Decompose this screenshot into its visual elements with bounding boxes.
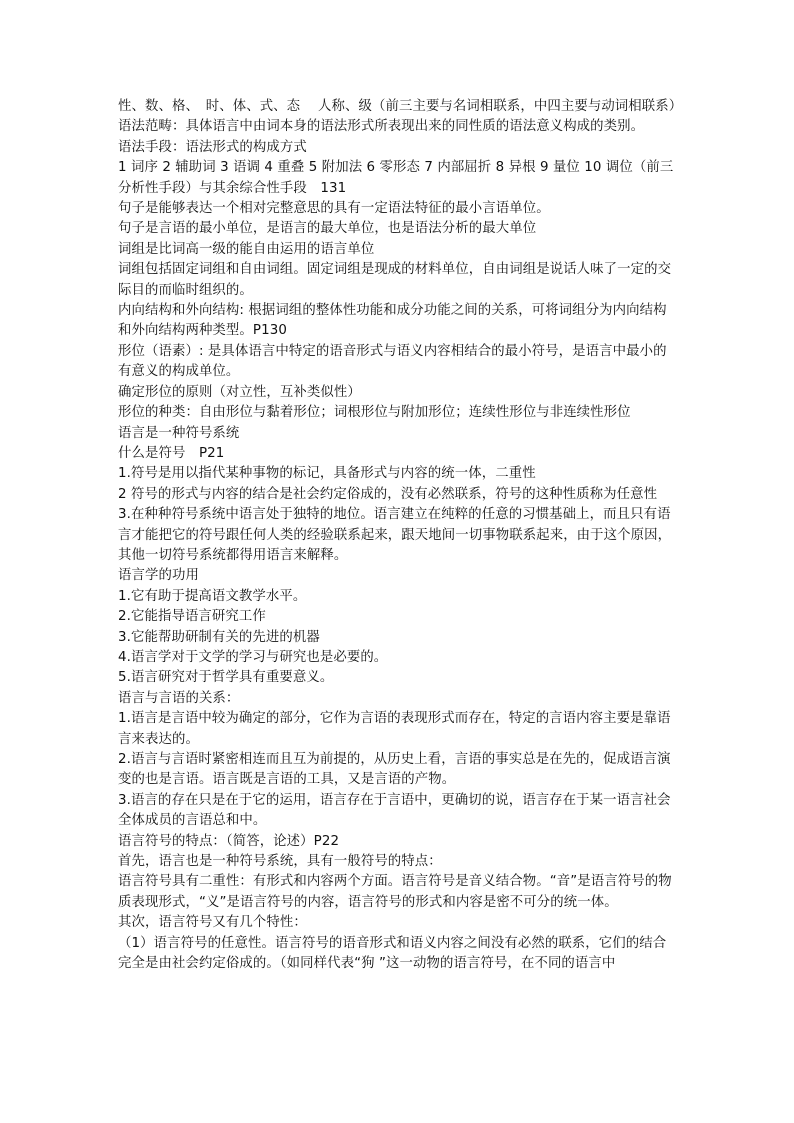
paragraph-relation-point-2: 2.语言与言语时紧密相连而且互为前提的，从历史上看，言语的事实总是在先的，促成语言演变的也是言语。语言既是言语的工具，又是言语的产物。	[118, 752, 671, 788]
document-body	[118, 97, 683, 974]
paragraph-sentence-definition: 句子是能够表达一个相对完整意思的具有一定语法特征的最小言语单位。	[118, 201, 550, 217]
paragraph-relation-point-3: 3.语言的存在只是在于它的运用，语言存在于言语中，更确切的说，语言存在于某一语言社会全体成员的言语总和中。	[118, 792, 671, 829]
paragraph-morpheme-types: 形位的种类：自由形位与黏着形位；词根形位与附加形位；连续性形位与非连续性形位	[118, 405, 631, 421]
paragraph-uses-point-5: 5.语言研究对于哲学具有重要意义。	[118, 670, 334, 686]
paragraph-language-symbol-system: 语言是一种符号系统	[118, 425, 240, 441]
paragraph-sentence-unit: 句子是言语的最小单位，是语言的最大单位，也是语法分析的最大单位	[118, 221, 537, 237]
paragraph-grammar-means-list: 1 词序 2 辅助词 3 语调 4 重叠 5 附加法 6 零形态 7 内部屈折 8 异根 9 量位 10 调位（前三分析性手段）与其余综合性手段 131	[118, 160, 674, 196]
paragraph-symbol-features-first: 首先，语言也是一种符号系统，具有一般符号的特点：	[118, 854, 442, 870]
paragraph-phrase-definition: 词组是比词高一级的能自由运用的语言单位	[118, 241, 375, 257]
paragraph-what-is-symbol: 什么是符号 P21	[118, 445, 225, 461]
paragraph-uses-point-1: 1.它有助于提高语文教学水平。	[118, 588, 307, 604]
paragraph-linguistics-uses: 语言学的功用	[118, 568, 199, 584]
paragraph-symbol-point-2: 2 符号的形式与内容的结合是社会约定俗成的，没有必然联系，符号的这种性质称为任意性	[118, 486, 658, 502]
paragraph-structure-types: 内向结构和外向结构: 根据词组的整体性功能和成分功能之间的关系，可将词组分为内向结构和外向结构两种类型。P130	[118, 303, 667, 339]
paragraph-phrase-types: 词组包括固定词组和自由词组。固定词组是现成的材料单位，自由词组是说话人味了一定的交际目的而临时组织的。	[118, 262, 672, 298]
paragraph-arbitrariness: （1）语言符号的任意性。语言符号的语音形式和语义内容之间没有必然的联系，它们的结合完全是由社会约定俗成的。（如同样代表“狗 ”这一动物的语言符号，在不同的语言中	[118, 935, 667, 972]
paragraph-symbol-point-1: 1.符号是用以指代某种事物的标记，具备形式与内容的统一体，二重性	[118, 466, 536, 482]
paragraph-symbol-features-heading: 语言符号的特点：（简答，论述）P22	[118, 833, 340, 849]
paragraph-uses-point-4: 4.语言学对于文学的学习与研究也是必要的。	[118, 649, 388, 665]
paragraph-symbol-features-second: 其次，语言符号又有几个特性：	[118, 915, 307, 931]
paragraph-morpheme-principles: 确定形位的原则（对立性，互补类似性）	[118, 384, 361, 400]
paragraph-uses-point-3: 3.它能帮助研制有关的先进的机器	[118, 629, 320, 645]
paragraph-relation-point-1: 1.语言是言语中较为确定的部分，它作为言语的表现形式而存在，特定的言语内容主要是靠语言来表达的。	[118, 711, 671, 747]
paragraph-symbol-point-3: 3.在种种符号系统中语言处于独特的地位。语言建立在纯粹的任意的习惯基础上，而且只有语言才能把它的符号跟任何人类的经验联系起来，跟天地间一切事物联系起来，由于这个原因，其他一切符号系统都得用语言来解释。	[118, 507, 672, 563]
paragraph-duality: 语言符号具有二重性：有形式和内容两个方面。语言符号是音义结合物。“音”是语言符号的物质表现形式，“义”是语言符号的内容，语言符号的形式和内容是密不可分的统一体。	[118, 874, 672, 910]
paragraph-grammar-categories: 性、数、格、 时、体、式、态 人称、级（前三主要与名词相联系，中四主要与动词相联系）	[118, 99, 683, 114]
paragraph-grammar-means: 语法手段：语法形式的构成方式	[118, 139, 307, 155]
paragraph-uses-point-2: 2.它能指导语言研究工作	[118, 609, 266, 625]
paragraph-grammar-category-definition: 语法范畴：具体语言中由词本身的语法形式所表现出来的同性质的语法意义构成的类别。	[118, 119, 645, 135]
paragraph-morpheme-definition: 形位（语素）: 是具体语言中特定的语音形式与语义内容相结合的最小符号，是语言中最小的有意义的构成单位。	[118, 343, 667, 380]
paragraph-language-speech-relation: 语言与言语的关系：	[118, 690, 240, 706]
